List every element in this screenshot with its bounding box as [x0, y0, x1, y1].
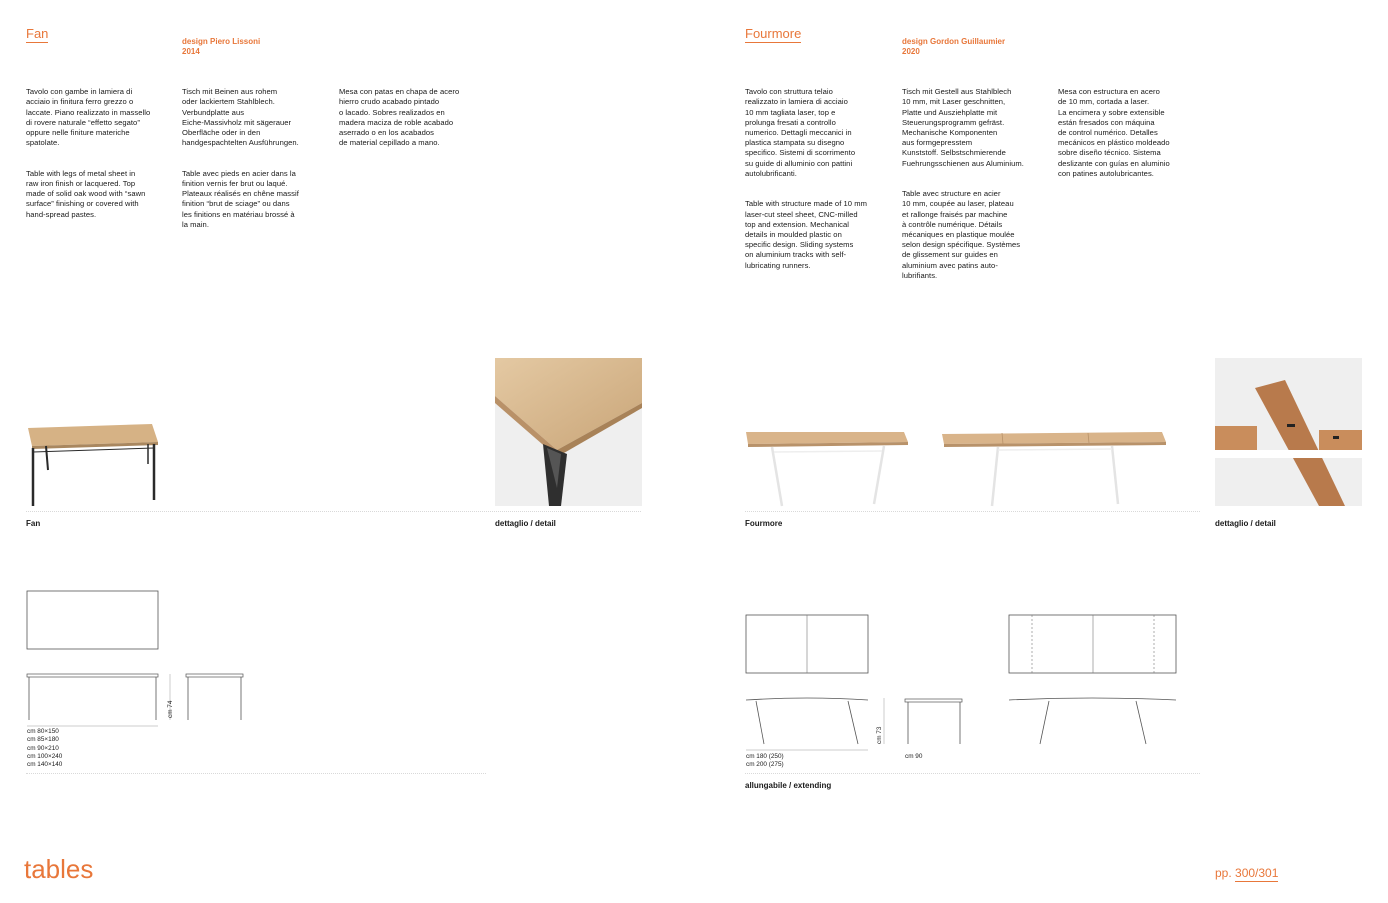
fourmore-title: Fourmore — [745, 26, 802, 41]
fourmore-text-fr: Table avec structure en acier 10 mm, coupée au laser, plateau et rallonge fraisés par machine à contrôle numérique. Détails mécaniques en plastique moulée selon design spécifique. Systèmes de glissement sur guides en aluminium avec patins auto- lubrifiants. — [902, 189, 1021, 280]
fourmore-text-col-3 — [1058, 77, 1210, 199]
fourmore-text-en: Table with structure made of 10 mm laser-cut steel sheet, CNC-milled top and extension. Mechanical details in moulded plastic on specific design. Sliding systems on aluminium tracks with self- lubricating runners. — [745, 199, 867, 270]
fourmore-text-es: Mesa con estructura en acero de 10 mm, cortada a laser. La encimera y sobre extensible están fresados con máquina de control numérico. Detalles mecánicos en plástico moldeado sobre diseño técnico. Sistema deslizante con guías en aluminio con patines autolubricantes. — [1058, 87, 1170, 178]
fourmore-width-label: cm 90 — [905, 753, 923, 760]
fan-text-es: Mesa con patas en chapa de acero hierro crudo acabado pintado o lacado. Sobres realizados en madera maciza de roble acabado aserrado o en los acabados de material cepillado a mano. — [339, 87, 460, 148]
fourmore-detail-photo — [1215, 358, 1362, 506]
fan-text-col-3 — [339, 77, 491, 169]
fourmore-technical-drawing — [744, 612, 1184, 757]
fourmore-table-photo — [744, 426, 910, 508]
fan-text-en: Table with legs of metal sheet in raw iron finish or lacquered. Top made of solid oak wood with “sawn surface” finishing or covered with hand-spread pastes. — [26, 168, 146, 219]
page-numbers-link[interactable]: 300/301 — [1235, 866, 1279, 880]
fan-detail-photo — [495, 358, 642, 506]
fan-table-photo — [24, 418, 164, 508]
page-numbers: pp. 300/301 — [1215, 866, 1279, 880]
fan-dimensions: cm 80×150 cm 85×180 cm 90×210 cm 100×240 cm 140×140 — [27, 728, 63, 769]
fan-photo-divider — [26, 511, 641, 512]
fan-title: Fan — [26, 26, 49, 41]
fan-height-label: cm 74 — [167, 700, 174, 718]
fourmore-text-col-2 — [902, 77, 1054, 301]
fourmore-designer: design Gordon Guillaumier 2020 — [902, 36, 1006, 56]
fan-technical-drawing — [26, 588, 246, 733]
section-title: tables — [24, 854, 94, 884]
fan-detail-caption: dettaglio / detail — [495, 519, 556, 528]
fourmore-extended-photo — [940, 426, 1168, 508]
fan-text-fr: Table avec pieds en acier dans la finition vernis fer brut ou laqué. Plateaux réalisés en chêne massif finition “brut de sciage” ou dans les finitions en matériau brossé à la main. — [182, 168, 299, 229]
fourmore-text-it: Tavolo con struttura telaio realizzato in lamiera di acciaio 10 mm tagliata laser, top e prolunga fresati a controllo numerico. Dettagli meccanici in plastica stampata su disegno specifico. Sistemi di scorrimento su guide di alluminio con pattini autolubrificanti. — [745, 87, 856, 178]
fourmore-photo-divider — [745, 511, 1200, 512]
fourmore-caption: Fourmore — [745, 519, 783, 528]
fan-text-de: Tisch mit Beinen aus rohem oder lackiertem Stahlblech. Verbundplatte aus Eiche-Massivholz mit sägerauer Oberfläche oder in den handgespachtelten Ausführungen. — [182, 87, 299, 148]
fan-text-it: Tavolo con gambe in lamiera di acciaio in finitura ferro grezzo o laccate. Piano realizzato in massello di rovere naturale “effetto segato” oppure nelle finiture materiche spatolate. — [26, 87, 151, 148]
fourmore-height-label: cm 73 — [876, 726, 883, 744]
fourmore-text-col-1 — [745, 77, 897, 291]
fourmore-text-de: Tisch mit Gestell aus Stahlblech 10 mm, mit Laser geschnitten, Platte und Ausziehplatte mit Steuerungsprogramm gefräst. Mechanische Komponenten aus formgepresstem Kunststoff. Selbstschmierende Fuehrungsschienen aus Aluminium. — [902, 87, 1024, 168]
fan-drawing-divider — [26, 773, 486, 774]
fan-text-col-2 — [182, 77, 334, 250]
fourmore-dimensions: cm 180 (250) cm 200 (275) — [746, 753, 784, 769]
fan-text-col-1 — [26, 77, 178, 240]
fourmore-extending-label: allungabile / extending — [745, 781, 832, 790]
fan-caption: Fan — [26, 519, 41, 528]
fourmore-detail-caption: dettaglio / detail — [1215, 519, 1276, 528]
fan-designer: design Piero Lissoni 2014 — [182, 36, 261, 56]
fourmore-drawing-divider — [745, 773, 1200, 774]
